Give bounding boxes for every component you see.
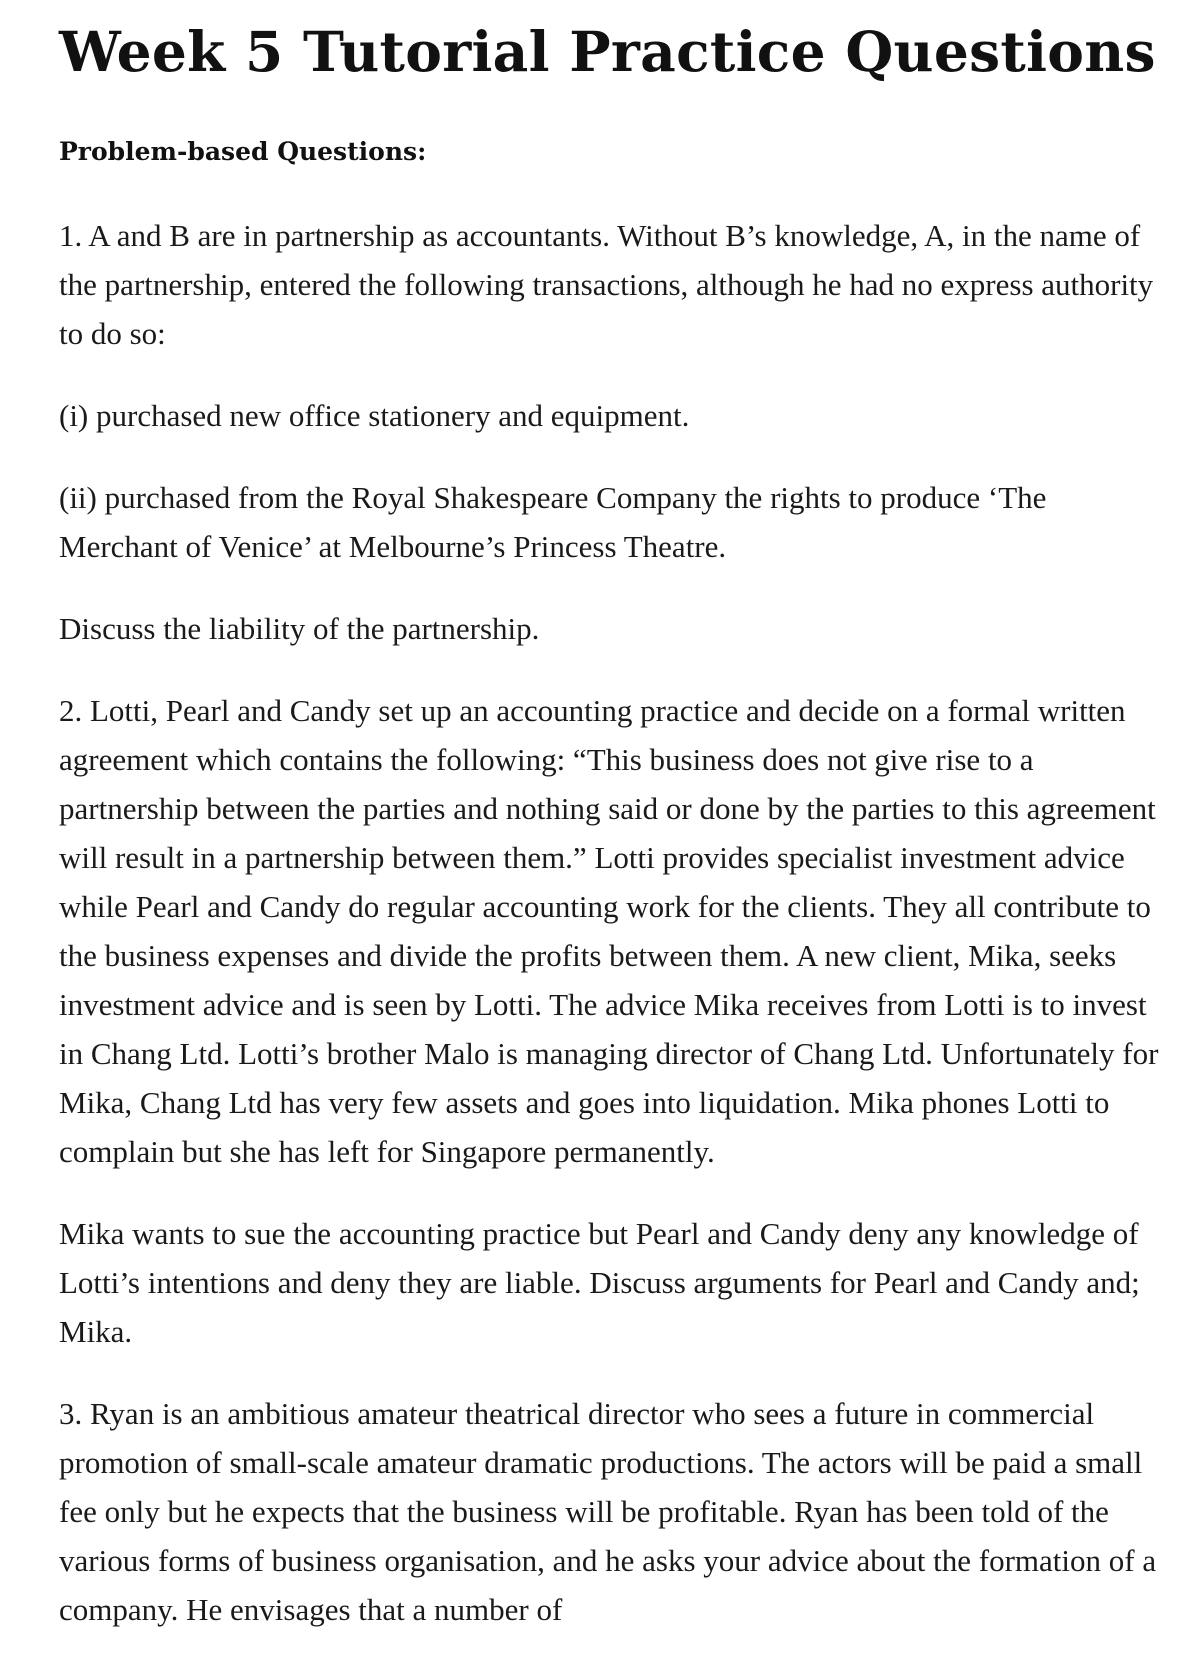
document-page <box>59 0 1159 1634</box>
question-2-paragraph: 2. Lotti, Pearl and Candy set up an accounting practice and decide on a formal written agreement which contains the following: “This business does not give rise to a partnership between the parties and nothing said or done by the parties to this agreement will result in a partnership between them.” Lotti provides specialist investment advice while Pearl and Candy do regular accounting work for the clients. They all contribute to the business expenses and divide the profits between them. A new client, Mika, seeks investment advice and is seen by Lotti. The advice Mika receives from Lotti is to invest in Chang Ltd. Lotti’s brother Malo is managing director of Chang Ltd. Unfortunately for Mika, Chang Ltd has very few assets and goes into liquidation. Mika phones Lotti to complain but she has left for Singapore permanently. <box>59 693 1159 1169</box>
question-3-paragraph: 3. Ryan is an ambitious amateur theatrical director who sees a future in commercial promotion of small-scale amateur dramatic productions. The actors will be paid a small fee only but he expects that the business will be profitable. Ryan has been told of the various forms of business organisation, and he asks your advice about the formation of a company. He envisages that a number of <box>59 1396 1157 1627</box>
section-heading: Problem-based Questions: <box>59 137 427 166</box>
question-2-instruction: Mika wants to sue the accounting practice but Pearl and Candy deny any knowledge of Lotti’s intentions and deny they are liable. Discuss arguments for Pearl and Candy and; Mika. <box>59 1216 1140 1349</box>
question-1-instruction: Discuss the liability of the partnership. <box>59 611 540 646</box>
question-1-paragraph: 1. A and B are in partnership as accountants. Without B’s knowledge, A, in the name of the partnership, entered the following transactions, although he had no express authority to do so: <box>59 218 1154 351</box>
page-title: Week 5 Tutorial Practice Questions <box>59 19 1156 84</box>
question-1-item-ii: (ii) purchased from the Royal Shakespeare Company the rights to produce ‘The Merchant of Venice’ at Melbourne’s Princess Theatre. <box>59 480 1047 564</box>
question-1-item-i: (i) purchased new office stationery and equipment. <box>59 398 690 433</box>
